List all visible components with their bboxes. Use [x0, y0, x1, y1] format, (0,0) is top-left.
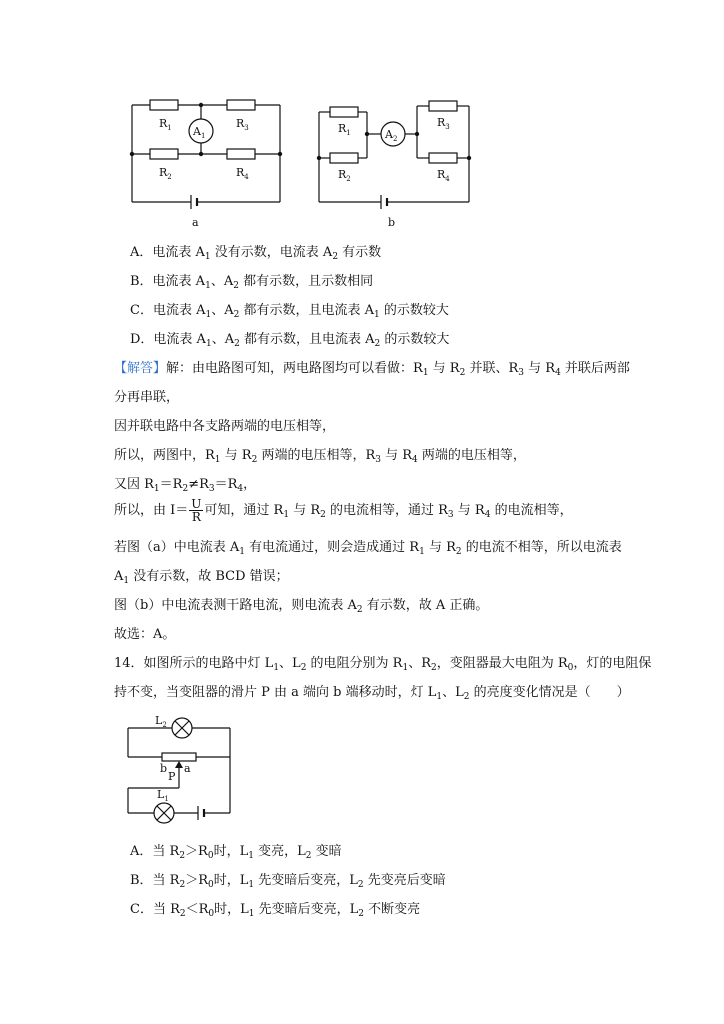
- fig-b-r3-label: $R_3$: [437, 116, 450, 131]
- q14-fig-l2-label: $L_2$: [155, 714, 167, 729]
- fig-a-r4-label: $R_4$: [236, 166, 249, 181]
- q14-fig-p-label: P: [168, 770, 176, 783]
- fig-a-ammeter-label: $A_1$: [193, 125, 206, 140]
- q13-option-b: B．电流表 $A_1$、$A_2$ 都有示数，且示数相同: [130, 274, 374, 291]
- circuit-figure-a: [125, 92, 290, 232]
- q13-solution-line-7: 图（b）中电流表测干路电流，则电流表 $A_2$ 有示数，故 A 正确。: [114, 598, 489, 615]
- circuit-figure-q14: [120, 710, 240, 832]
- q13-option-c: C．电流表 $A_1$、$A_2$ 都有示数，且电流表 $A_1$ 的示数较大: [130, 303, 449, 320]
- q13-option-a: A．电流表 $A_1$ 没有示数，电流表 $A_2$ 有示数: [130, 245, 382, 262]
- circuit-figure-b: [312, 92, 492, 232]
- fig-b-r2-label: $R_2$: [338, 168, 351, 183]
- q14-option-b: B．当 $R_2>R_0$时，$L_1$ 先变暗后变亮，$L_2$ 先变亮后变暗: [130, 873, 446, 890]
- q14-option-a: A．当 $R_2>R_0$时，$L_1$ 变亮，$L_2$ 变暗: [130, 844, 342, 861]
- fig-b-caption: b: [388, 216, 396, 229]
- q14-stem-line-1: 14．如图所示的电路中灯 $L_1$、$L_2$ 的电阻分别为 $R_1$、$R_2$，变阻器最大电阻为 $R_0$，灯的电阻保: [114, 656, 652, 673]
- q13-solution-final: 故选：A。: [114, 627, 176, 642]
- q14-fig-a-label: a: [184, 762, 191, 775]
- q13-solution-line-6b: $A_1$ 没有示数，故 BCD 错误；: [114, 569, 289, 586]
- fig-b-r1-label: $R_1$: [338, 122, 351, 137]
- fig-a-r2-label: $R_2$: [159, 166, 172, 181]
- fig-b-r4-label: $R_4$: [437, 168, 450, 183]
- answer-tag: 【解答】: [114, 361, 167, 376]
- fig-b-ammeter-label: $A_2$: [385, 128, 398, 143]
- q13-solution-line-3: 所以，两图中，$R_1$ 与 $R_2$ 两端的电压相等，$R_3$ 与 $R_4$ 两端的电压相等，: [114, 448, 526, 465]
- q13-solution-line-1: 【解答】解：由电路图可知，两电路图均可以看做：$R_1$ 与 $R_2$ 并联、$R_3$ 与 $R_4$ 并联后两部: [114, 361, 630, 378]
- q14-stem-line-2: 持不变，当变阻器的滑片 P 由 a 端向 b 端移动时，灯 $L_1$、$L_2$ 的亮度变化情况是（ ）: [114, 685, 630, 702]
- q14-fig-l1-label: $L_1$: [157, 788, 169, 803]
- q14-fig-b-label: b: [160, 762, 168, 775]
- q13-solution-line-4: 又因 $R_1=R_2\ne R_3=R_4$，: [114, 477, 257, 494]
- q13-solution-line-1b: 分再串联，: [114, 390, 180, 405]
- q14-option-c: C．当 $R_2<R_0$时，$L_1$ 先变暗后变亮，$L_2$ 不断变亮: [130, 902, 421, 919]
- q13-option-d: D．电流表 $A_1$、$A_2$ 都有示数，且电流表 $A_2$ 的示数较大: [130, 332, 450, 349]
- ohms-law-fraction: $\frac{U}{R}$: [191, 497, 202, 524]
- q13-solution-line-2: 因并联电路中各支路两端的电压相等，: [114, 419, 336, 434]
- fig-a-caption: a: [192, 216, 199, 229]
- q13-solution-line-6: 若图（a）中电流表 $A_1$ 有电流通过，则会造成通过 $R_1$ 与 $R_2$ 的电流不相等，所以电流表: [114, 540, 622, 557]
- fig-a-r1-label: $R_1$: [159, 117, 172, 132]
- fig-a-r3-label: $R_3$: [236, 117, 249, 132]
- q13-solution-line-5: 所以，由 I＝ $\frac{U}{R}$ 可知，通过 $R_1$ 与 $R_2$ 的电流相等，通过 $R_3$ 与 $R_4$ 的电流相等，: [114, 497, 573, 524]
